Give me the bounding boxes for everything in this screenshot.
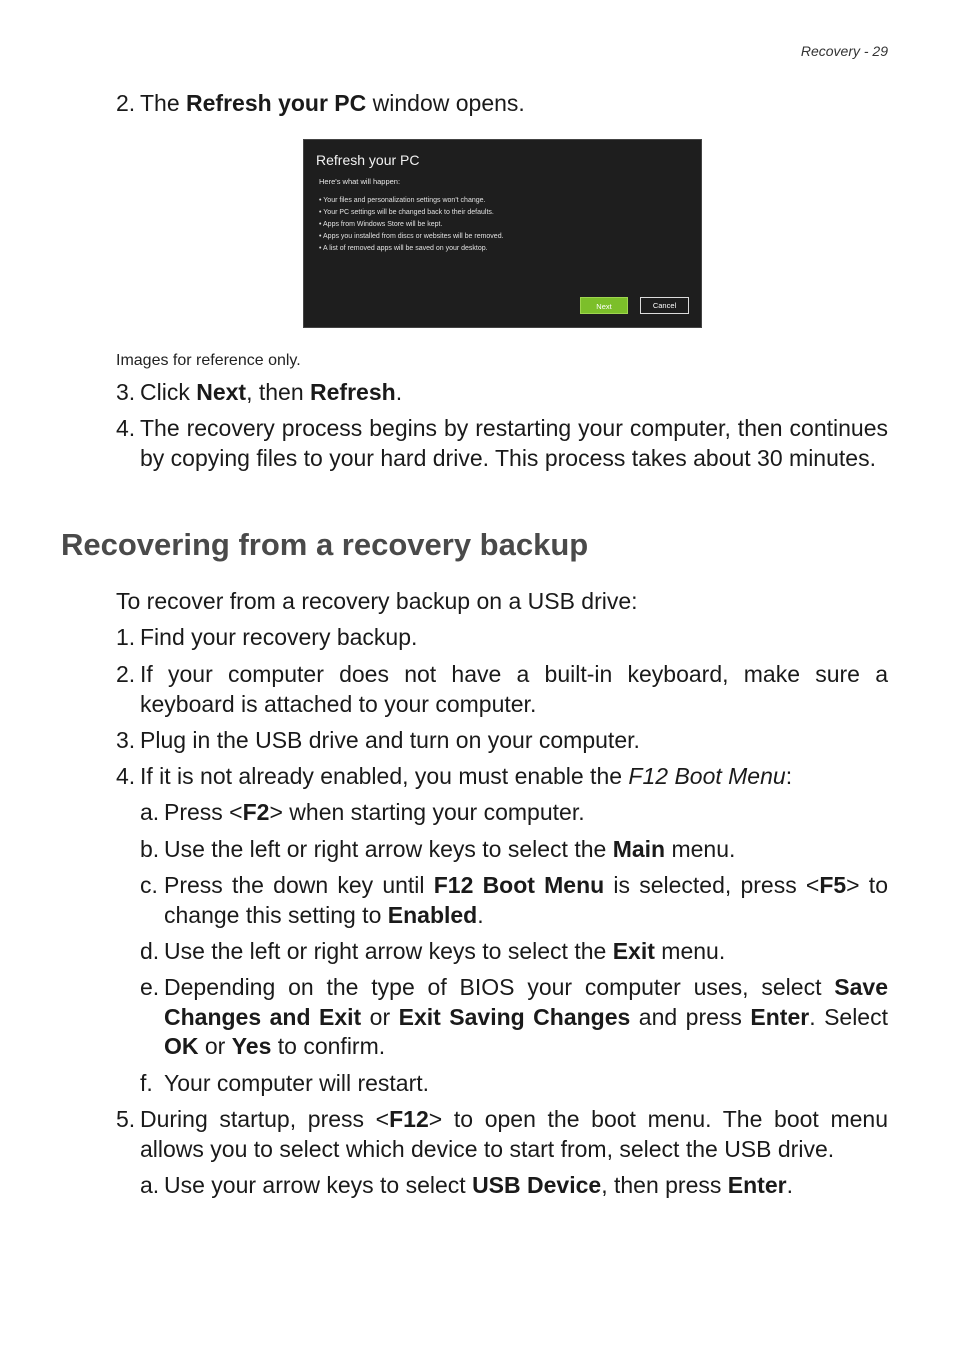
screenshot-subtitle: Here's what will happen: [319,177,401,186]
section-intro: To recover from a recovery backup on a USB drive: [116,588,638,614]
cancel-button[interactable]: Cancel [640,297,689,314]
next-button[interactable]: Next [580,297,628,314]
screenshot-title: Refresh your PC [316,152,420,168]
screenshot-bullet: • Your files and personalization settings won't change. [319,195,504,207]
screenshot-bullet: • Your PC settings will be changed back to their defaults. [319,207,504,219]
refresh-pc-screenshot [303,139,702,328]
screenshot-bullet: • Apps from Windows Store will be kept. [319,219,504,231]
section-heading: Recovering from a recovery backup [61,527,589,562]
image-note: Images for reference only. [116,352,301,369]
screenshot-bullet: • A list of removed apps will be saved on your desktop. [319,243,504,255]
screenshot-bullet-list [319,195,504,255]
page-header: Recovery - 29 [800,43,888,59]
screenshot-bullet: • Apps you installed from discs or websites will be removed. [319,231,504,243]
